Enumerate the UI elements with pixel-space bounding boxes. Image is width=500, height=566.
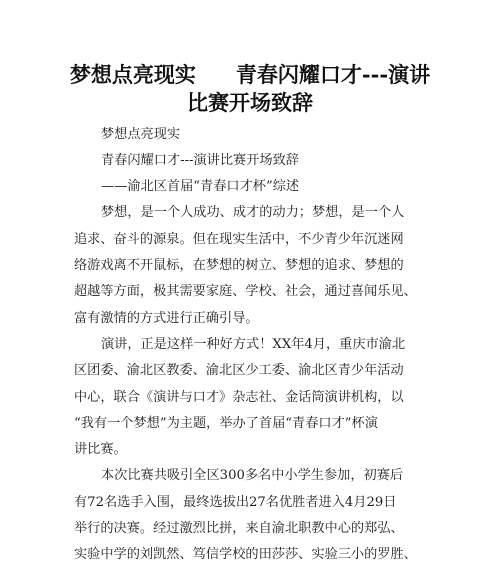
body-line: “我有一个梦想”为主题，举办了首届“青春口才”杯演 (74, 416, 378, 431)
title-part-a: 梦想点亮现实 (69, 62, 196, 87)
body-line: 实验中学的刘凯然、笃信学校的田莎莎、实验三小的罗胜、 (74, 547, 417, 562)
body-line: 梦想，是一个人成功、成才的动力；梦想，是一个人 (101, 205, 405, 220)
body-line: 中心，联合《演讲与口才》杂志社、金话筒演讲机构，以 (74, 390, 404, 405)
body-line: 追求、奋斗的源泉。但在现实生活中，不少青少年沉迷网 (74, 232, 404, 247)
body-line: 区团委、渝北区教委、渝北区少工委、渝北区青少年活动 (74, 363, 404, 378)
body-line: 讲比赛。 (74, 442, 127, 457)
body-line: 有72名选手入围，最终选拔出27名优胜者进入4月29日 (74, 495, 397, 510)
body-line: 络游戏离不开鼠标，在梦想的树立、梦想的追求、梦想的 (74, 258, 404, 273)
body-line: 演讲，正是这样一种好方式！XX年4月，重庆市渝北 (101, 337, 406, 352)
title-part-b: 青春闪耀口才---演讲 (235, 62, 431, 87)
body-line: 超越等方面，极其需要家庭、学校、社会，通过喜闻乐见、 (74, 284, 417, 299)
header-line: ——渝北区首届“青春口才杯”综述 (101, 179, 300, 194)
document-title-continued: 比赛开场致辞 (187, 90, 313, 115)
header-line: 青春闪耀口才---演讲比赛开场致辞 (101, 153, 299, 168)
document-title (60, 61, 440, 89)
body-line: 举行的决赛。经过激烈比拼，来自渝北职教中心的郑弘、 (74, 521, 404, 536)
body-line: 富有激情的方式进行正确引导。 (74, 311, 259, 326)
body-line: 本次比赛共吸引全区300多名中小学生参加，初赛后 (101, 468, 404, 483)
header-line: 梦想点亮现实 (101, 127, 181, 142)
